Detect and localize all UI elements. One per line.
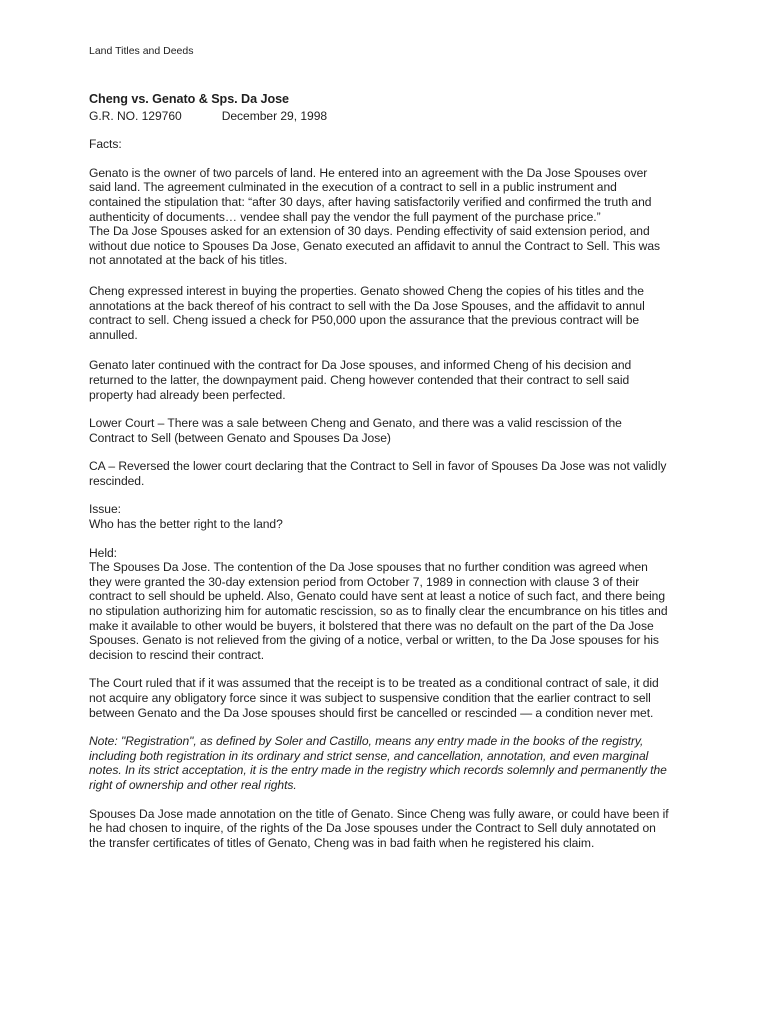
registration-note: Note: "Registration", as defined by Soler and Castillo, means any entry made in the books of the registry, including both registration in its ordinary and strict sense, and cancellation, annotation, and even marginal notes. In its strict acceptation, it is the entry made in the registry which records solemnly and permanently the right of ownership and other real rights. bbox=[89, 734, 667, 792]
issue-text: Who has the better right to the land? bbox=[89, 517, 283, 532]
held-paragraph-1: The Spouses Da Jose. The contention of the Da Jose spouses that no further condition was agreed when they were granted the 30-day extension period from October 7, 1989 in connection with clause 3 of their contract to sell should be upheld. Also, Genato could have sent at least a notice of such fact, and there being no stipulation authorizing him for automatic rescission, so as to finally clear the encumbrance on his titles and make it available to other would be buyers, it bolstered that there was no default on the part of the Da Jose Spouses. Genato is not relieved from the giving of a notice, verbal or written, to the Da Jose spouses for his decision to rescind their contract. bbox=[89, 560, 668, 662]
facts-paragraph-3: Genato later continued with the contract for Da Jose spouses, and informed Cheng of his decision and returned to the latter, the downpayment paid. Cheng however contended that their contract to sell said property had already been perfected. bbox=[89, 358, 632, 402]
issue-heading: Issue: bbox=[89, 502, 121, 517]
held-paragraph-2: The Court ruled that if it was assumed that the receipt is to be treated as a conditional contract of sale, it did not acquire any obligatory force since it was subject to suspensive condition that the earlier contract to sell between Genato and the Da Jose spouses should first be cancelled or rescinded — a condition never met. bbox=[89, 676, 659, 720]
case-title: Cheng vs. Genato & Sps. Da Jose bbox=[89, 92, 290, 106]
facts-paragraph-1b: The Da Jose Spouses asked for an extension of 30 days. Pending effectivity of said extension period, and without due notice to Spouses Da Jose, Genato executed an affidavit to annul the Contract to Sell. This was not annotated at the back of his titles. bbox=[89, 224, 661, 268]
ca-paragraph: CA – Reversed the lower court declaring that the Contract to Sell in favor of Spouses Da Jose was not validly rescinded. bbox=[89, 459, 667, 488]
facts-paragraph-1: Genato is the owner of two parcels of land. He entered into an agreement with the Da Jose Spouses over said land. The agreement culminated in the execution of a contract to sell in a public instrument and contained the stipulation that: “after 30 days, after having satisfactorily verified and confirmed the truth and authenticity of documents… vendee shall pay the vendor the full payment of the purchase price.” bbox=[89, 165, 652, 224]
gr-number: G.R. NO. 129760 bbox=[89, 108, 182, 123]
held-paragraph-3: Spouses Da Jose made annotation on the title of Genato. Since Cheng was fully aware, or could have been if he had chosen to inquire, of the rights of the Da Jose spouses under the Contract to Sell duly annotated on the transfer certificates of titles of Genato, Cheng was in bad faith when he registered his claim. bbox=[89, 806, 669, 850]
facts-heading: Facts: bbox=[89, 137, 122, 152]
lower-court-paragraph: Lower Court – There was a sale between Cheng and Genato, and there was a valid rescission of the Contract to Sell (between Genato and Spouses Da Jose) bbox=[89, 416, 622, 445]
running-header: Land Titles and Deeds bbox=[89, 45, 194, 57]
case-digest bbox=[89, 92, 669, 850]
held-heading: Held: bbox=[89, 545, 117, 560]
facts-paragraph-2: Cheng expressed interest in buying the properties. Genato showed Cheng the copies of his titles and the annotations at the back thereof of his contract to sell with the Da Jose Spouses, and the affidavit to annul contract to sell. Cheng issued a check for P50,000 upon the assurance that the previous contract will be annulled. bbox=[89, 283, 645, 342]
decision-date: December 29, 1998 bbox=[221, 108, 328, 123]
case-reference bbox=[89, 109, 669, 124]
